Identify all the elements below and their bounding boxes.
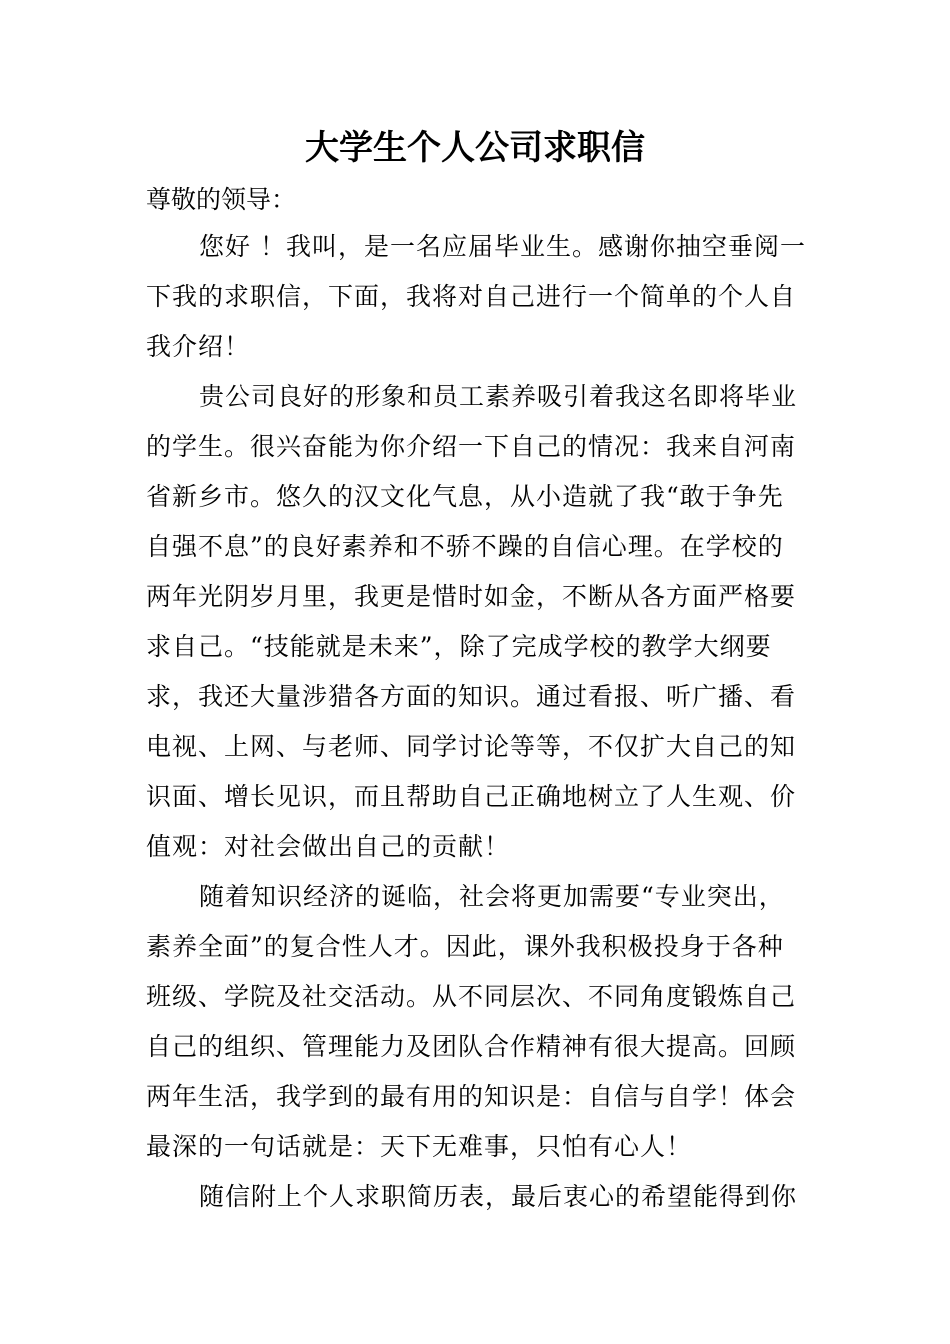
text-line: 最深的一句话就是：天下无难事，只怕有心人！ <box>146 1132 693 1161</box>
text-line: 随信附上个人求职简历表，最后衷心的希望能得到你 <box>199 1182 798 1211</box>
document-title: 大学生个人公司求职信 <box>305 128 645 168</box>
paragraph-introduction <box>146 222 806 372</box>
text-line: 班级、学院及社交活动。从不同层次、不同角度锻炼自己 <box>146 982 797 1011</box>
text-line: 求自己。“技能就是未来”，除了完成学校的教学大纲要 <box>146 632 772 661</box>
text-line: 省新乡市。悠久的汉文化气息，从小造就了我“敢于争先 <box>146 482 784 511</box>
text-line: 随着知识经济的诞临，社会将更加需要“专业突出， <box>199 882 785 911</box>
text-line: 两年生活，我学到的最有用的知识是：自信与自学！体会 <box>146 1082 797 1111</box>
text-line: 值观：对社会做出自己的贡献！ <box>146 832 511 861</box>
text-line: 的学生。很兴奋能为你介绍一下自己的情况：我来自河南 <box>146 432 797 461</box>
paragraph-closing <box>146 1172 806 1222</box>
paragraph-background <box>146 372 806 872</box>
text-line: 您好 ！我叫，是一名应届毕业生。感谢你抽空垂阅一 <box>199 232 806 261</box>
text-line: 自己的组织、管理能力及团队合作精神有很大提高。回顾 <box>146 1032 797 1061</box>
text-line: 下我的求职信，下面，我将对自己进行一个简单的个人自 <box>146 282 797 311</box>
letter-body <box>146 222 806 1222</box>
text-line: 我介绍！ <box>146 332 251 361</box>
salutation: 尊敬的领导： <box>146 185 297 214</box>
text-line: 电视、上网、与老师、同学讨论等等，不仅扩大自己的知 <box>146 732 797 761</box>
paragraph-activities <box>146 872 806 1172</box>
text-line: 求，我还大量涉猎各方面的知识。通过看报、听广播、看 <box>146 682 797 711</box>
text-line: 素养全面”的复合性人才。因此，课外我积极投身于各种 <box>146 932 784 961</box>
text-line: 自强不息”的良好素养和不骄不躁的自信心理。在学校的 <box>146 532 784 561</box>
text-line: 贵公司良好的形象和员工素养吸引着我这名即将毕业 <box>199 382 798 411</box>
text-line: 识面、增长见识，而且帮助自己正确地树立了人生观、价 <box>146 782 797 811</box>
text-line: 两年光阴岁月里，我更是惜时如金，不断从各方面严格要 <box>146 582 797 611</box>
